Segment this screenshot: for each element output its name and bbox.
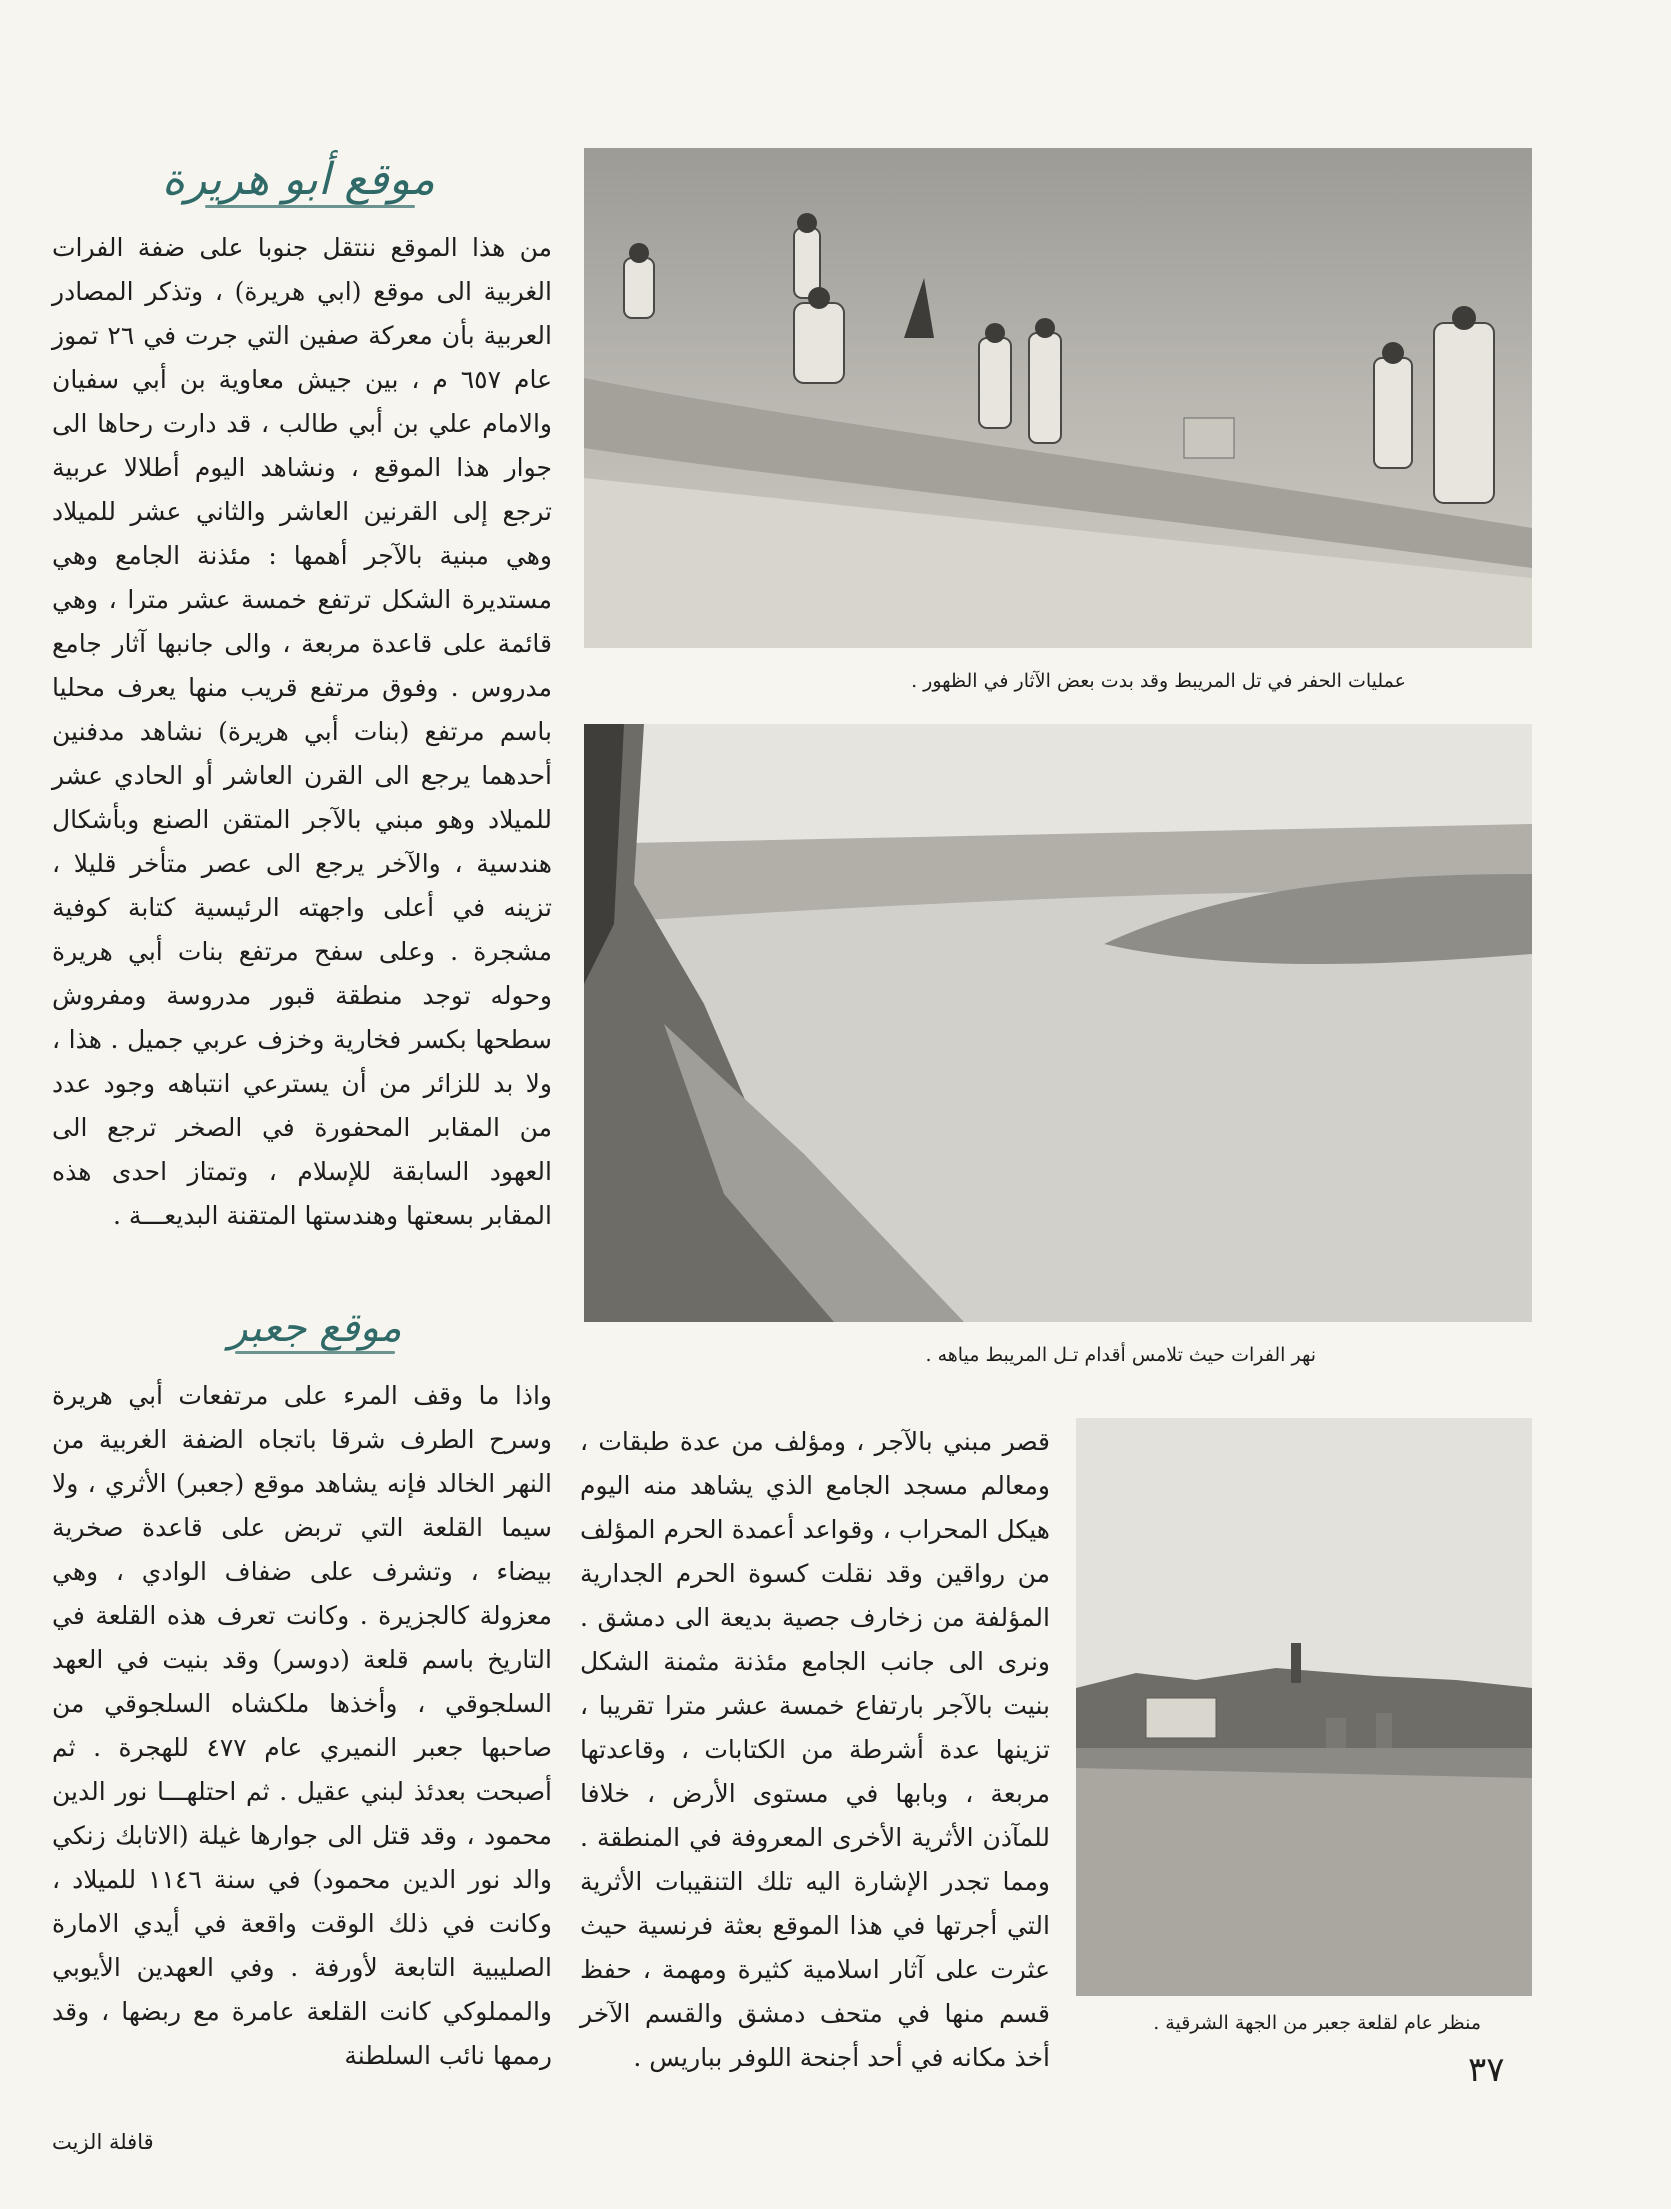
- caption-excavation: عمليات الحفر في تل المريبط وقد بدت بعض الآثار في الظهور .: [911, 670, 1406, 692]
- caption-euphrates: نهر الفرات حيث تلامس أقدام تـل المريبط مياهه .: [925, 1344, 1316, 1366]
- article-text-jaabar-continued: قصر مبني بالآجر ، ومؤلف من عدة طبقات ، ومعالم مسجد الجامع الذي يشاهد منه اليوم هيكل المحراب ، وقواعد أعمدة الحرم المؤلف من رواقين وقد نقلت كسوة الحرم الجدارية المؤلفة من زخارف جصية بديعة الى دمشق . ونرى الى جانب الجامع مئذنة مثمنة الشكل بنيت بالآجر بارتفاع خمسة عشر مترا تقريبا ، تزينها عدة أشرطة من الكتابات ، وقاعدتها مربعة ، وبابها في مستوى الأرض ، خلافا للمآذن الأثرية الأخرى المعروفة في المنطقة . ومما تجدر الإشارة اليه تلك التنقيبات الأثرية التي أجرتها في هذا الموقع بعثة فرنسية حيث عثرت على آثار اسلامية كثيرة ومهمة ، حفظ قسم منها في متحف دمشق والقسم الآخر أخذ مكانه في أحد أجنحة اللوفر بباريس .: [580, 1427, 1050, 2072]
- magazine-footer: قافلة الزيت: [52, 2130, 154, 2154]
- jaabar-castle-photo: [1076, 1418, 1532, 1996]
- caption-jaabar-castle: منظر عام لقلعة جعبر من الجهة الشرقية .: [1153, 2012, 1481, 2034]
- article-text-jaabar: واذا ما وقف المرء على مرتفعات أبي هريرة وسرح الطرف شرقا باتجاه الضفة الغربية من النهر الخالد فإنه يشاهد موقع (جعبر) الأثري ، ولا سيما القلعة التي تربض على قاعدة صخرية بيضاء ، وتشرف على ضفاف الوادي ، وهي معزولة كالجزيرة . وكانت تعرف هذه القلعة في التاريخ باسم قلعة (دوسر) وقد بنيت في العهد السلجوقي ، وأخذها ملكشاه السلجوقي من صاحبها جعبر النميري عام ٤٧٧ للهجرة . ثم أصبحت بعدئذ لبني عقيل . ثم احتلهـــا نور الدين محمود ، وقد قتل الى جوارها غيلة (الاتابك زنكي والد نور الدين محمود) في سنة ١١٤٦ للميلاد ، وكانت في ذلك الوقت واقعة في أيدي الامارة الصليبية التابعة لأورفة . وفي العهدين الأيوبي والمملوكي كانت القلعة عامرة مع ربضها ، وقد رممها نائب السلطنة: [52, 1381, 553, 2070]
- section-heading-abu-hureira: موقع أبو هريرة: [185, 150, 435, 210]
- section-heading-jaabar: موقع جعبر: [220, 1300, 410, 1356]
- excavation-photo: [584, 148, 1532, 648]
- page-number: ٣٧: [1468, 2050, 1505, 2090]
- euphrates-river-photo: [584, 724, 1532, 1322]
- article-text-abu-hureira: من هذا الموقع ننتقل جنوبا على ضفة الفرات الغربية الى موقع (ابي هريرة) ، وتذكر المصادر العربية بأن معركة صفين التي جرت في ٢٦ تموز عام ٦٥٧ م ، بين جيش معاوية بن أبي سفيان والامام علي بن أبي طالب ، قد دارت رحاها الى جوار هذا الموقع ، ونشاهد اليوم أطلالا عربية ترجع إلى القرنين العاشر والثاني عشر للميلاد وهي مبنية بالآجر أهمها : مئذنة الجامع وهي مستديرة الشكل ترتفع خمسة عشر مترا ، وهي قائمة على قاعدة مربعة ، والى جانبها آثار جامع مدروس . وفوق مرتفع قريب منها يعرف محليا باسم مرتفع (بنات أبي هريرة) نشاهد مدفنين أحدهما يرجع الى القرن العاشر أو الحادي عشر للميلاد وهو مبني بالآجر المتقن الصنع وبأشكال هندسية ، والآخر يرجع الى عصر متأخر قليلا ، تزينه في أعلى واجهته الرئيسية كتابة كوفية مشجرة . وعلى سفح مرتفع بنات أبي هريرة وحوله توجد منطقة قبور مدروسة ومفروش سطحها بكسر فخارية وخزف عربي جميل . هذا ، ولا بد للزائر من أن يسترعي انتباهه وجود عدد من المقابر المحفورة في الصخر ترجع الى العهود السابقة للإسلام ، وتمتاز احدى هذه المقابر بسعتها وهندستها المتقنة البديعـــة .: [52, 233, 552, 1230]
